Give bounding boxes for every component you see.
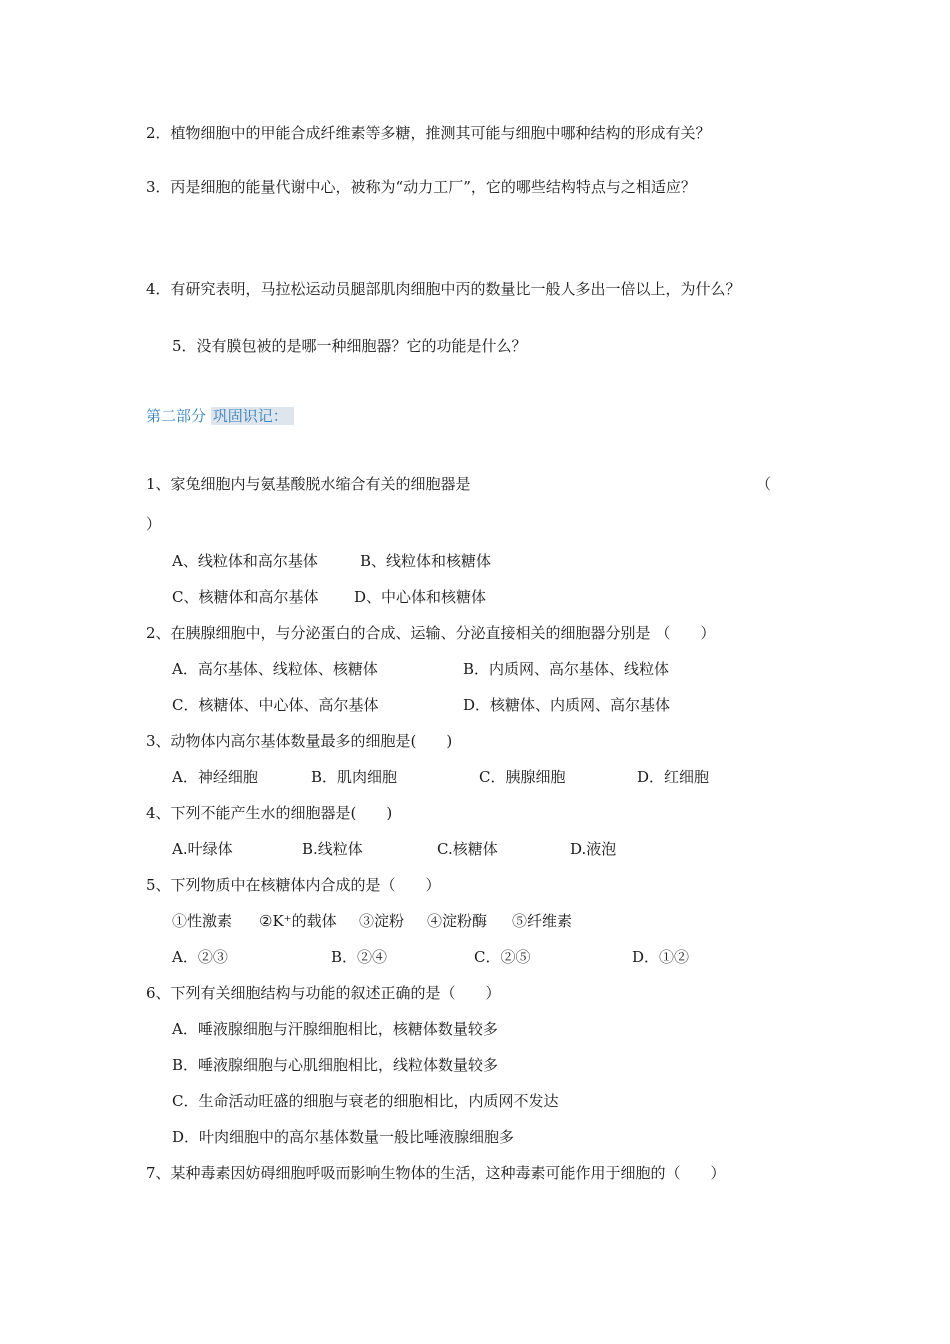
mcq-2-option-a: A．高尔基体、线粒体、核糖体 <box>172 660 378 678</box>
mcq-4-option-c: C.核糖体 <box>437 840 498 858</box>
mcq-2-option-d: D．核糖体、内质网、高尔基体 <box>463 696 671 714</box>
mcq-4-option-d: D.液泡 <box>570 840 617 858</box>
question-5: 5．没有膜包被的是哪一种细胞器？它的功能是什么？ <box>172 337 527 355</box>
mcq-4-stem: 4、下列不能产生水的细胞器是( ) <box>146 804 393 822</box>
mcq-5-option-a: A．②③ <box>172 948 228 966</box>
mcq-5-item-4: ④淀粉酶 <box>427 912 488 930</box>
mcq-2-option-c: C．核糖体、中心体、高尔基体 <box>172 696 379 714</box>
mcq-1-paren-open: （ <box>756 475 772 493</box>
mcq-3-option-a: A．神经细胞 <box>172 768 258 786</box>
mcq-3-option-d: D．红细胞 <box>637 768 710 786</box>
mcq-6-option-c: C．生命活动旺盛的细胞与衰老的细胞相比，内质网不发达 <box>172 1092 559 1110</box>
mcq-2-option-b: B．内质网、高尔基体、线粒体 <box>463 660 670 678</box>
section-title: 巩固识记： <box>211 407 294 425</box>
question-2: 2．植物细胞中的甲能合成纤维素等多糖，推测其可能与细胞中哪种结构的形成有关？ <box>146 124 711 142</box>
section-heading <box>146 406 294 426</box>
mcq-1-stem: 1、家兔细胞内与氨基酸脱水缩合有关的细胞器是 <box>146 475 471 493</box>
mcq-1-option-b: B、线粒体和核糖体 <box>360 552 492 570</box>
section-prefix: 第二部分 <box>146 407 207 425</box>
mcq-3-option-c: C．胰腺细胞 <box>479 768 566 786</box>
mcq-1-option-d: D、中心体和核糖体 <box>354 588 487 606</box>
mcq-7-stem: 7、某种毒素因妨碍细胞呼吸而影响生物体的生活，这种毒素可能作用于细胞的（ ） <box>146 1164 726 1182</box>
mcq-1-paren-close: ） <box>146 515 162 533</box>
mcq-3-stem: 3、动物体内高尔基体数量最多的细胞是( ) <box>146 732 453 750</box>
mcq-3-option-b: B．肌肉细胞 <box>311 768 398 786</box>
mcq-5-stem: 5、下列物质中在核糖体内合成的是（ ） <box>146 876 441 894</box>
question-3: 3．丙是细胞的能量代谢中心，被称为“动力工厂”，它的哪些结构特点与之相适应？ <box>146 178 696 196</box>
mcq-4-option-a: A.叶绿体 <box>172 840 233 858</box>
mcq-1-option-c: C、核糖体和高尔基体 <box>172 588 319 606</box>
mcq-6-option-d: D．叶肉细胞中的高尔基体数量一般比唾液腺细胞多 <box>172 1128 515 1146</box>
mcq-5-item-1: ①性激素 <box>172 912 233 930</box>
mcq-4-option-b: B.线粒体 <box>302 840 363 858</box>
mcq-6-option-a: A．唾液腺细胞与汗腺细胞相比，核糖体数量较多 <box>172 1020 498 1038</box>
mcq-6-stem: 6、下列有关细胞结构与功能的叙述正确的是（ ） <box>146 984 501 1002</box>
mcq-6-option-b: B．唾液腺细胞与心肌细胞相比，线粒体数量较多 <box>172 1056 499 1074</box>
mcq-5-item-3: ③淀粉 <box>359 912 405 930</box>
mcq-1-option-a: A、线粒体和高尔基体 <box>172 552 318 570</box>
mcq-5-item-2: ②K⁺的载体 <box>259 912 337 930</box>
mcq-5-item-5: ⑤纤维素 <box>512 912 573 930</box>
mcq-5-option-c: C．②⑤ <box>474 948 531 966</box>
mcq-2-stem: 2、在胰腺细胞中，与分泌蛋白的合成、运输、分泌直接相关的细胞器分别是 （ ） <box>146 624 716 642</box>
mcq-5-option-b: B．②④ <box>331 948 388 966</box>
question-4: 4．有研究表明，马拉松运动员腿部肌肉细胞中丙的数量比一般人多出一倍以上，为什么？ <box>146 280 741 298</box>
mcq-5-option-d: D．①② <box>632 948 690 966</box>
